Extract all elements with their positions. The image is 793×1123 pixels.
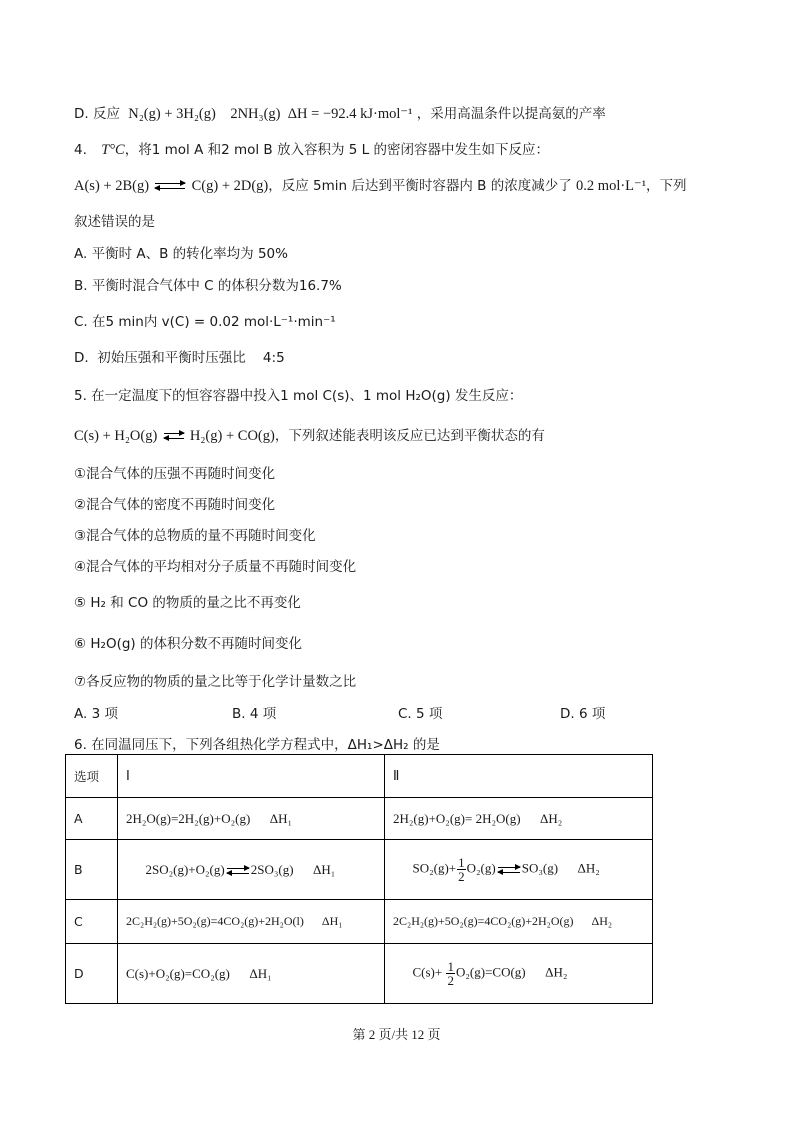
row-d-key: D	[66, 944, 118, 1004]
q4-eq-right: C(g) + 2D(g)	[191, 178, 269, 194]
row-d-ii-right: O₂(g)=CO(g) ΔH₂	[455, 964, 568, 980]
q4-text4: 叙述错误的是	[74, 214, 155, 230]
q3d-equation: N₂(g) + 3H₂(g) 2NH₃(g) ΔH = −92.4 kJ·mol⁻¹	[128, 106, 413, 122]
q6-stem: 6. 在同温同压下，下列各组热化学方程式中，ΔH₁>ΔH₂ 的是	[74, 737, 440, 753]
row-c-ii: 2C₂H₂(g)+5O₂(g)=4CO₂(g)+2H₂O(g) ΔH₂	[385, 900, 653, 944]
row-b-ii-left: SO₂(g)+	[412, 860, 457, 876]
q3-option-d	[74, 102, 606, 123]
q3d-label: D. 反应	[74, 106, 120, 122]
q5-item-3: ③混合气体的总物质的量不再随时间变化	[74, 528, 316, 544]
q4-reaction-line	[74, 174, 687, 195]
q5-item-1: ①混合气体的压强不再随时间变化	[74, 466, 276, 482]
q4-option-c: C. 在5 min内 v(C) = 0.02 mol·L⁻¹·min⁻¹	[74, 314, 336, 330]
q5-item-5: ⑤ H₂ 和 CO 的物质的量之比不再变化	[74, 595, 301, 611]
q4-text1: ，将1 mol A 和2 mol B 放入容积为 5 L 的密闭容器中发生如下反应：	[124, 142, 549, 158]
row-d-i: C(s)+O₂(g)=CO₂(g) ΔH₁	[118, 944, 385, 1004]
q3d-text: ，采用高温条件以提高氨的产率	[416, 106, 606, 122]
row-b-i	[118, 840, 385, 900]
row-a-key: A	[66, 798, 118, 840]
table-header-ii: Ⅱ	[385, 755, 653, 798]
q5-choice-c: C. 5 项	[398, 706, 443, 722]
row-b-i-left: 2SO₂(g)+O₂(g)	[145, 861, 225, 877]
q4-text2: ，反应 5min 后达到平衡时容器内 B 的浓度减少了	[268, 178, 572, 194]
q4-eq-left: A(s) + 2B(g)	[74, 178, 150, 194]
q4-temperature: T°C	[101, 142, 125, 158]
q5-choice-b: B. 4 项	[232, 706, 277, 722]
equilibrium-arrow-icon	[498, 865, 520, 875]
q5-item-4: ④混合气体的平均相对分子质量不再随时间变化	[74, 559, 357, 575]
q5-item-6: ⑥ H₂O(g) 的体积分数不再随时间变化	[74, 636, 302, 652]
q4-option-b: B. 平衡时混合气体中 C 的体积分数为16.7%	[74, 278, 342, 294]
q5-item-7: ⑦各反应物的物质的量之比等于化学计量数之比	[74, 674, 357, 690]
table-header-option: 选项	[66, 755, 118, 798]
table-header-row	[66, 755, 653, 798]
q6-table	[65, 754, 653, 1004]
row-c-i: 2C₂H₂(g)+5O₂(g)=4CO₂(g)+2H₂O(l) ΔH₁	[118, 900, 385, 944]
equilibrium-arrow-icon	[164, 431, 184, 441]
table-header-i: Ⅰ	[118, 755, 385, 798]
row-b-i-right: 2SO₃(g) ΔH₁	[250, 861, 336, 877]
row-b-ii	[385, 840, 653, 900]
q5-text2: ，下列叙述能表明该反应已达到平衡状态的有	[274, 428, 545, 444]
fraction-denominator: 2	[458, 869, 465, 884]
page-footer: 第 2 页/共 12 页	[352, 1027, 441, 1042]
q5-choice-a: A. 3 项	[74, 706, 118, 722]
q4-option-a: A. 平衡时 A、B 的转化率均为 50%	[74, 246, 288, 262]
fraction-numerator: 1	[458, 855, 465, 870]
row-d-ii-left: C(s)+	[412, 964, 446, 980]
row-d-ii	[385, 944, 653, 1004]
table-row	[66, 900, 653, 944]
row-b-ii-mid: O₂(g)	[466, 860, 496, 876]
table-row	[66, 840, 653, 900]
equilibrium-arrow-icon	[227, 866, 249, 876]
row-c-key: C	[66, 900, 118, 944]
equilibrium-arrow-icon	[155, 181, 185, 191]
q4-stem	[74, 138, 549, 159]
fraction-half	[446, 960, 455, 987]
q5-choice-d: D. 6 项	[560, 706, 606, 722]
q4-option-d: D. 初始压强和平衡时压强比 4:5	[74, 350, 285, 366]
fraction-numerator: 1	[447, 959, 454, 974]
row-b-ii-right: SO₃(g) ΔH₂	[521, 860, 600, 876]
q4-concentration: 0.2 mol·L⁻¹	[576, 178, 647, 194]
row-a-i: 2H₂O(g)=2H₂(g)+O₂(g) ΔH₁	[118, 798, 385, 840]
fraction-half	[457, 856, 466, 883]
row-b-key: B	[66, 840, 118, 900]
table-row	[66, 798, 653, 840]
table-row	[66, 944, 653, 1004]
q5-stem: 5. 在一定温度下的恒容容器中投入1 mol C(s)、1 mol H₂O(g) 发生反应：	[74, 388, 523, 404]
fraction-denominator: 2	[447, 973, 454, 988]
row-a-ii: 2H₂(g)+O₂(g)= 2H₂O(g) ΔH₂	[385, 798, 653, 840]
q5-eq-left: C(s) + H₂O(g)	[74, 428, 158, 444]
q5-reaction-line	[74, 424, 545, 445]
q4-text3: ，下列	[646, 178, 687, 194]
q5-eq-right: H₂(g) + CO(g)	[189, 428, 275, 444]
q4-number: 4.	[74, 142, 87, 158]
q5-item-2: ②混合气体的密度不再随时间变化	[74, 497, 276, 513]
